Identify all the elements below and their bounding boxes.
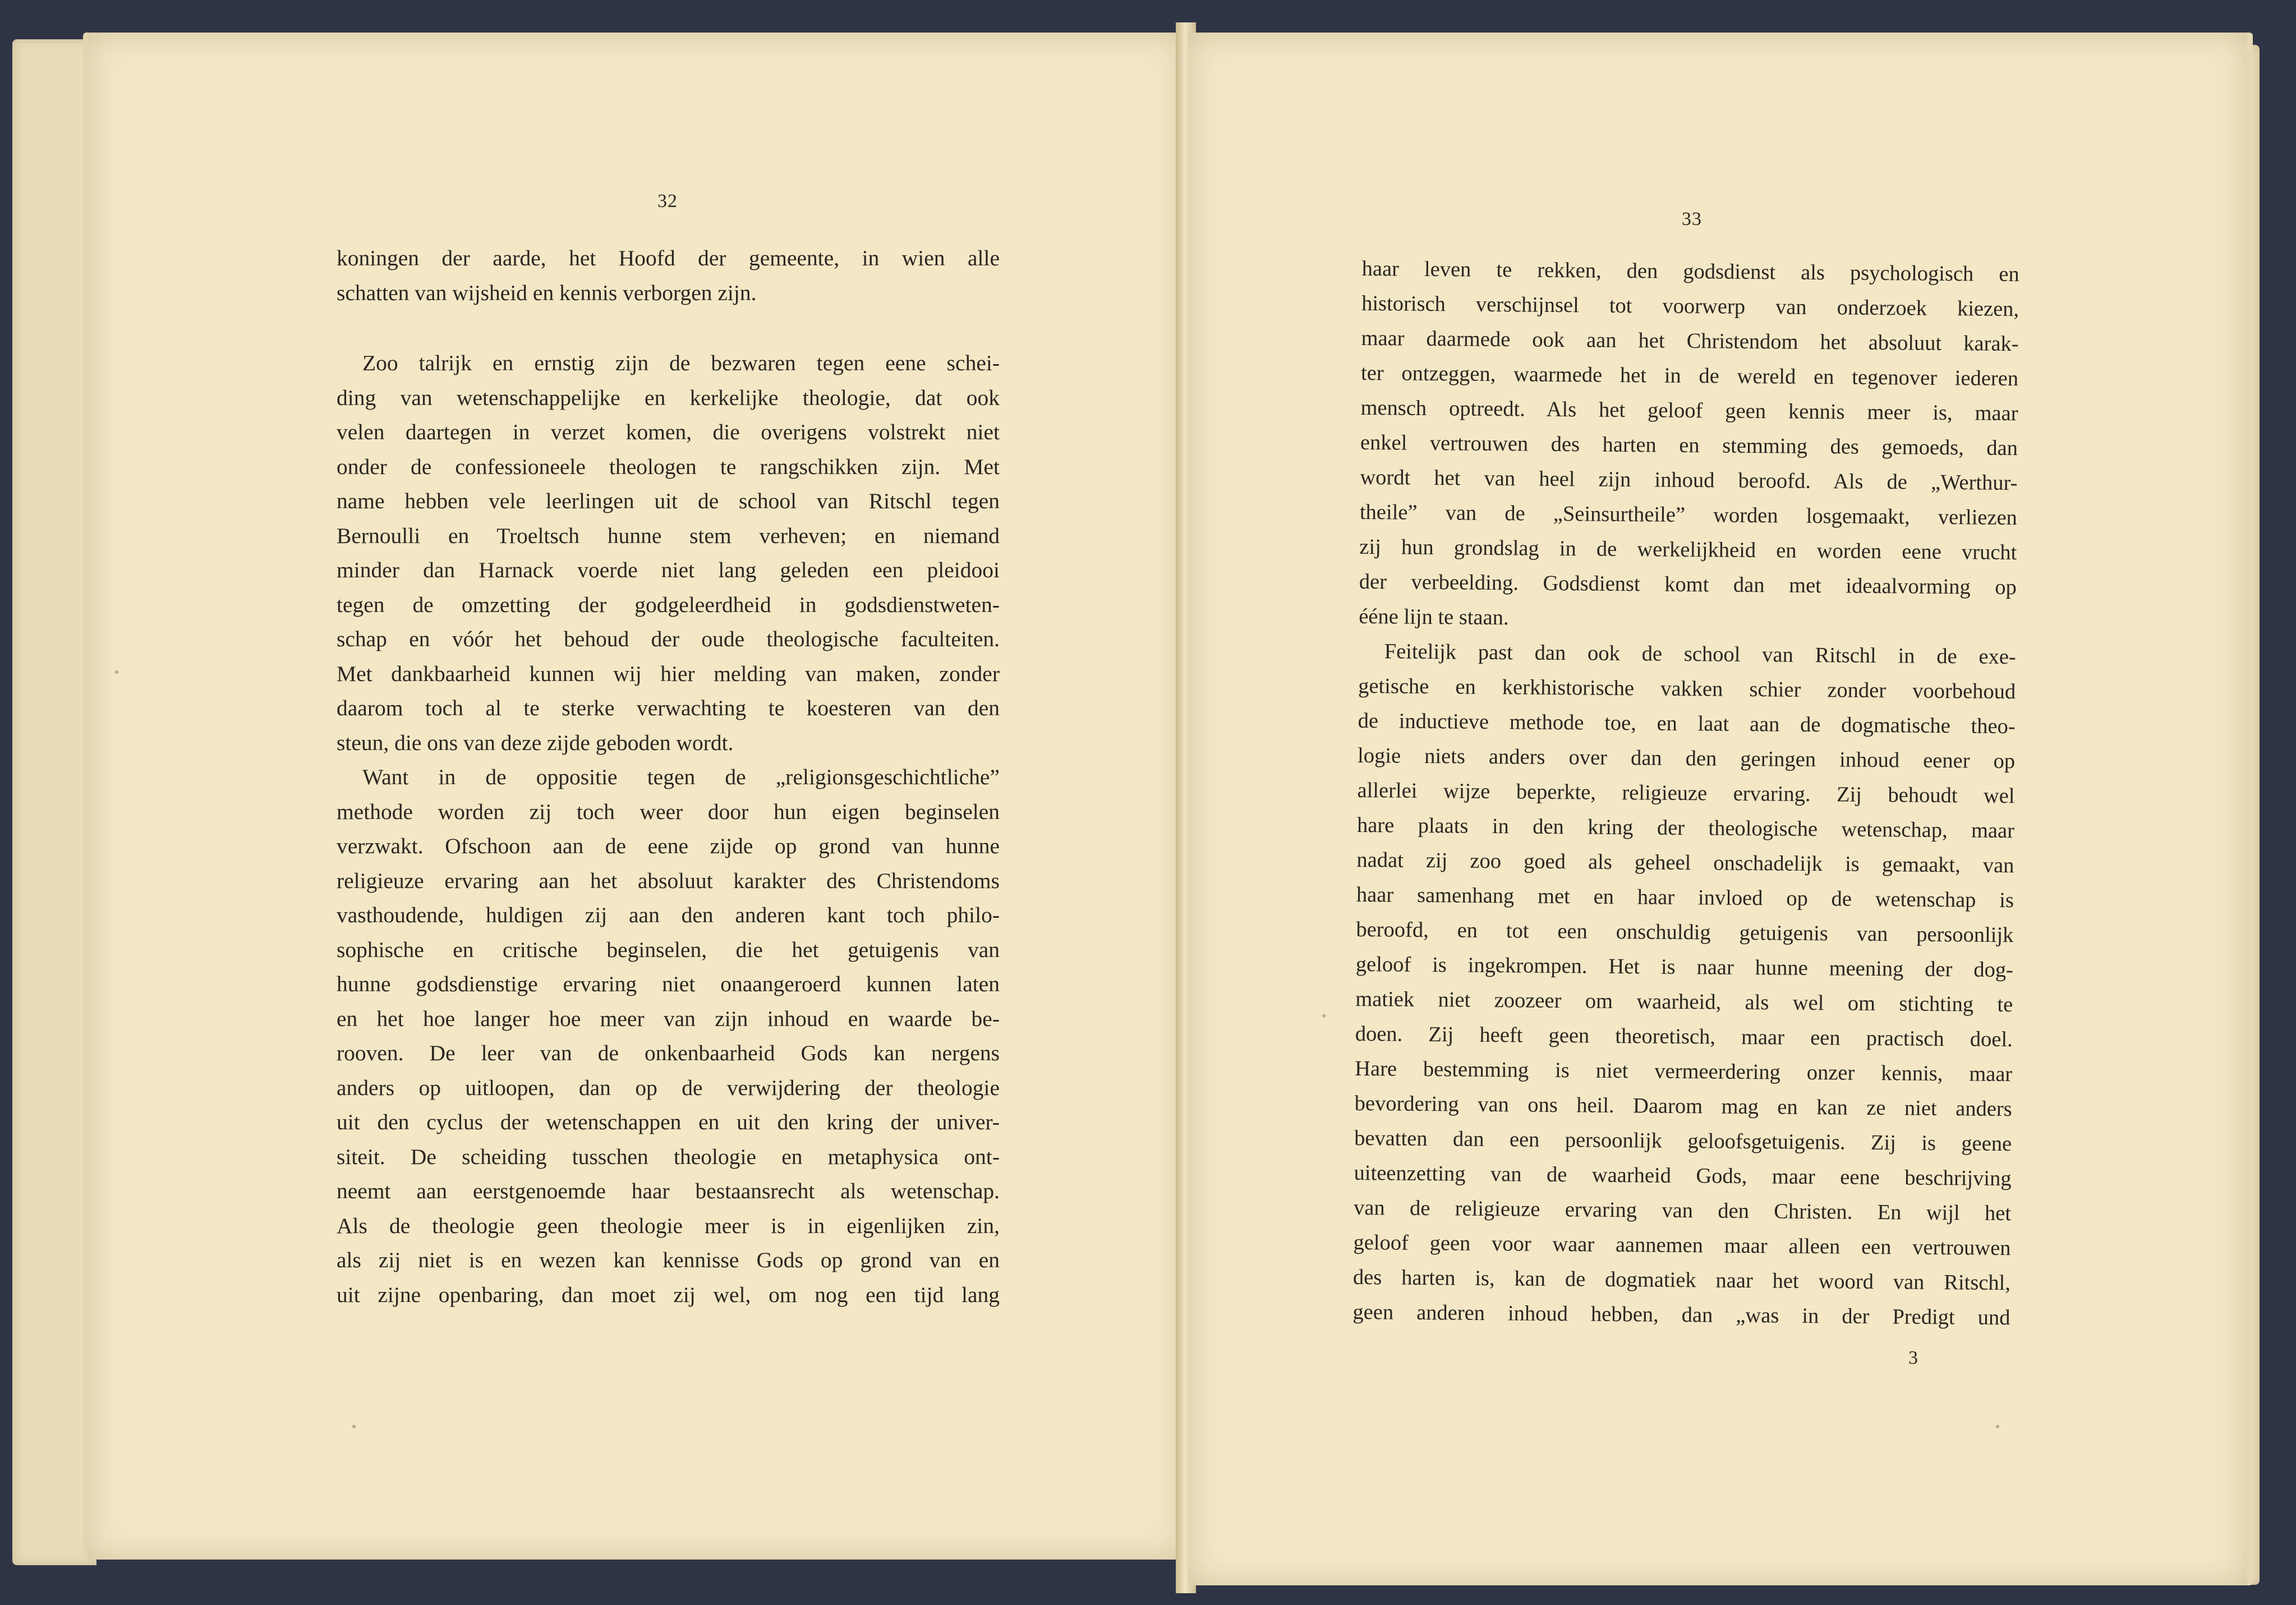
text-line: hare plaats in den kring der theologische wetenschap, maar (1356, 813, 2015, 843)
text-line: uit den cyclus der wetenschappen en uit den kring der univer- (337, 1110, 1000, 1134)
signature-mark: 3 (1908, 1348, 1918, 1368)
paper-speck (352, 1425, 356, 1428)
text-line: name hebben vele leerlingen uit de school van Ritschl tegen (337, 489, 1000, 513)
text-line: des harten is, kan de dogmatiek naar het woord van Ritschl, (1352, 1265, 2011, 1295)
text-line: historisch verschijnsel tot voorwerp van onderzoek kiezen, (1361, 291, 2019, 321)
text-line: rooven. De leer van de onkenbaarheid Gods kan nergens (337, 1041, 1000, 1065)
text-line: wordt het van heel zijn inhoud beroofd. Als de „Werthur- (1360, 465, 2018, 495)
text-line: van de religieuze ervaring van den Christen. En wijl het (1353, 1195, 2012, 1226)
text-line: bevordering van ons heil. Daarom mag en kan ze niet anders (1354, 1091, 2012, 1121)
text-line: uit zijne openbaring, dan moet zij wel, om nog een tijd lang (337, 1282, 1000, 1307)
text-line: der verbeelding. Godsdienst komt dan met ideaalvorming op (1359, 569, 2017, 600)
text-line: schap en vóór het behoud der oude theologische faculteiten. (337, 627, 1000, 651)
text-line: haar samenhang met en haar invloed op de wetenschap is (1356, 882, 2014, 913)
text-line: Feitelijk past dan ook de school van Ritschl in de exe- (1384, 640, 2016, 669)
text-line: geen anderen inhoud hebben, dan „was in der Predigt und (1352, 1300, 2010, 1330)
text-line: enkel vertrouwen des harten en stemming des gemoeds, dan (1360, 430, 2018, 461)
paper-speck (1996, 1425, 1999, 1428)
text-line: Met dankbaarheid kunnen wij hier melding van maken, zonder (337, 661, 1000, 686)
text-line: Zoo talrijk en ernstig zijn de bezwaren tegen eene schei- (362, 351, 1000, 375)
text-line: maar daarmede ook aan het Christendom het absoluut karak- (1361, 326, 2019, 356)
paragraph-gap (337, 310, 1000, 346)
text-line: Want in de oppositie tegen de „religionsgeschichtliche” (362, 765, 1000, 789)
text-line: steun, die ons van deze zijde geboden wordt. (337, 730, 734, 755)
text-line: onder de confessioneele theologen te rangschikken zijn. Met (337, 454, 1000, 479)
text-line: mensch optreedt. Als het geloof geen kennis meer is, maar (1360, 395, 2018, 426)
text-line: verzwakt. Ofschoon aan de eene zijde op grond van hunne (337, 834, 1000, 858)
text-line: zij hun grondslag in de werkelijkheid en worden eene vrucht (1359, 535, 2017, 565)
text-line: koningen der aarde, het Hoofd der gemeente, in wien alle (337, 246, 1000, 270)
text-line: theile” van de „Seinsurtheile” worden losgemaakt, verliezen (1359, 500, 2018, 530)
text-line: siteit. De scheiding tusschen theologie en metaphysica ont- (337, 1144, 1000, 1169)
text-line: religieuze ervaring aan het absoluut karakter des Christendoms (337, 868, 1000, 893)
text-line: anders op uitloopen, dan op de verwijdering der theologie (337, 1075, 1000, 1100)
text-line: en het hoe langer hoe meer van zijn inhoud en waarde be- (337, 1006, 1000, 1031)
right-page-number: 33 (1682, 209, 1702, 229)
paper-speck (1322, 1014, 1326, 1018)
text-line: Hare bestemming is niet vermeerdering onzer kennis, maar (1355, 1056, 2013, 1087)
text-line: doen. Zij heeft geen theoretisch, maar een practisch doel. (1355, 1022, 2013, 1052)
text-line: vasthoudende, huldigen zij aan den anderen kant toch philo- (337, 903, 1000, 927)
right-page-text (1352, 251, 2019, 1335)
text-line: tegen de omzetting der godgeleerdheid in godsdienstweten- (337, 592, 1000, 617)
text-line: getische en kerkhistorische vakken schier zonder voorbehoud (1358, 674, 2016, 704)
text-line: ééne lijn te staan. (1359, 604, 1509, 630)
text-line: haar leven te rekken, den godsdienst als psychologisch en (1361, 256, 2019, 287)
text-line: sophische en critische beginselen, die het getuigenis van (337, 937, 1000, 962)
text-line: Bernoulli en Troeltsch hunne stem verheven; en niemand (337, 523, 1000, 548)
text-line: uiteenzetting van de waarheid Gods, maar eene beschrijving (1354, 1161, 2012, 1191)
text-line: beroofd, en tot een onschuldig getuigenis van persoonlijk (1356, 917, 2014, 948)
text-line: matiek niet zoozeer om waarheid, als wel om stichting te (1355, 987, 2013, 1017)
text-line: velen daartegen in verzet komen, die overigens volstrekt niet (337, 420, 1000, 444)
text-line: nadat zij zoo goed als geheel onschadelijk is gemaakt, van (1356, 848, 2014, 878)
text-line: hunne godsdienstige ervaring niet onaangeroerd kunnen laten (337, 972, 1000, 996)
text-line: ter ontzeggen, waarmede het in de wereld en tegenover iederen (1360, 361, 2019, 391)
text-line: ding van wetenschappelijke en kerkelijke theologie, dat ook (337, 385, 1000, 410)
text-line: neemt aan eerstgenoemde haar bestaansrecht als wetenschap. (337, 1179, 1000, 1203)
text-line: Als de theologie geen theologie meer is in eigenlijken zin, (337, 1213, 1000, 1238)
text-line: geloof is ingekrompen. Het is naar hunne meening der dog- (1355, 952, 2014, 982)
text-line: schatten van wijsheid en kennis verborgen zijn. (337, 280, 757, 305)
text-line: geloof geen voor waar aannemen maar alleen een vertrouwen (1353, 1230, 2011, 1261)
text-line: de inductieve methode toe, en laat aan de dogmatische theo- (1358, 709, 2016, 739)
text-line: bevatten dan een persoonlijk geloofsgetuigenis. Zij is geene (1354, 1126, 2012, 1156)
text-line: daarom toch al te sterke verwachting te koesteren van den (337, 696, 1000, 720)
left-page-text (337, 241, 1000, 1312)
text-line: minder dan Harnack voerde niet lang geleden een pleidooi (337, 558, 1000, 582)
text-line: methode worden zij toch weer door hun eigen beginselen (337, 799, 1000, 824)
text-line: logie niets anders over dan den geringen inhoud eener op (1357, 743, 2016, 774)
text-line: allerlei wijze beperkte, religieuze ervaring. Zij behoudt wel (1357, 778, 2015, 808)
left-page-number: 32 (657, 191, 678, 211)
paper-speck (115, 670, 118, 674)
text-line: als zij niet is en wezen kan kennisse Gods op grond van en (337, 1248, 1000, 1272)
